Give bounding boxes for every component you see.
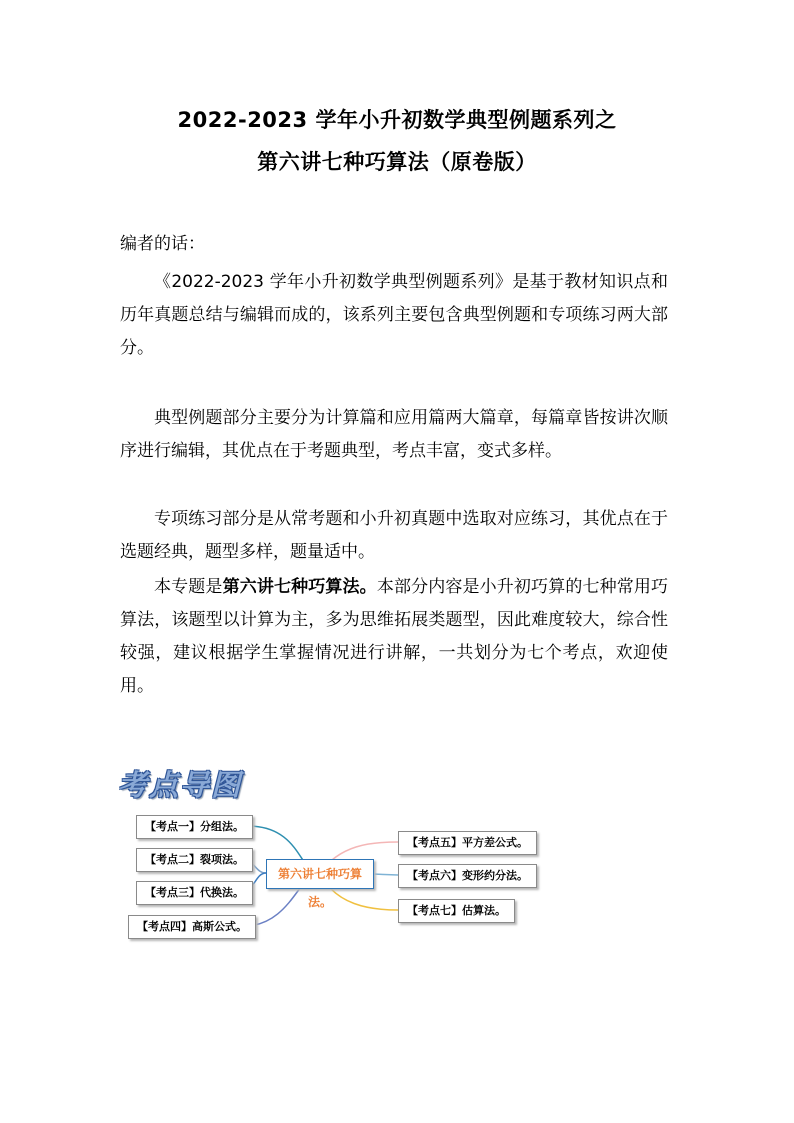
mind-map-node-4: 【考点四】高斯公式。: [128, 915, 256, 939]
paragraph-4-suffix: 本部分内容是小升初巧算的七种常用巧算法，该题型以计算为主，多为思维拓展类题型，因此难度较大，综合性较强，建议根据学生掌握情况进行讲解，一共划分为七个考点，欢迎使用。: [120, 577, 669, 696]
connector-node-6: [372, 874, 398, 875]
mind-map-node-5: 【考点五】平方差公式。: [398, 831, 537, 855]
mind-map-node-7: 【考点七】估算法。: [398, 899, 515, 923]
mind-map-heading: 考点导图: [118, 768, 243, 802]
document-title-line1: 2022-2023 学年小升初数学典型例题系列之: [177, 108, 617, 132]
editor-note-paragraph-3: 专项练习部分是从常考题和小升初真题中选取对应练习，其优点在于选题经典，题型多样，题量适中。: [120, 509, 668, 562]
editor-note-paragraph-2: 典型例题部分主要分为计算篇和应用篇两大篇章，每篇章皆按讲次顺序进行编辑，其优点在于考题典型，考点丰富，变式多样。: [120, 408, 668, 461]
editor-note-heading: 编者的话：: [120, 234, 205, 254]
mind-map-node-3: 【考点三】代换法。: [136, 881, 253, 905]
mind-map-node-1: 【考点一】分组法。: [136, 815, 253, 839]
paragraph-4-bold-topic: 第六讲七种巧算法。: [222, 577, 377, 597]
editor-note-paragraph-1: 《2022-2023 学年小升初数学典型例题系列》是基于教材知识点和历年真题总结与编辑而成的，该系列主要包含典型例题和专项练习两大部分。: [120, 272, 668, 358]
mind-map-node-2: 【考点二】裂项法。: [136, 848, 253, 872]
paragraph-4-prefix: 本专题是: [154, 577, 223, 597]
editor-note-paragraph-4: [120, 571, 668, 703]
document-title-line2: 第六讲七种巧算法（原卷版）: [257, 150, 537, 174]
mind-map-node-6: 【考点六】变形约分法。: [398, 864, 537, 888]
mind-map-center-node: 第六讲七种巧算法。: [266, 859, 374, 889]
